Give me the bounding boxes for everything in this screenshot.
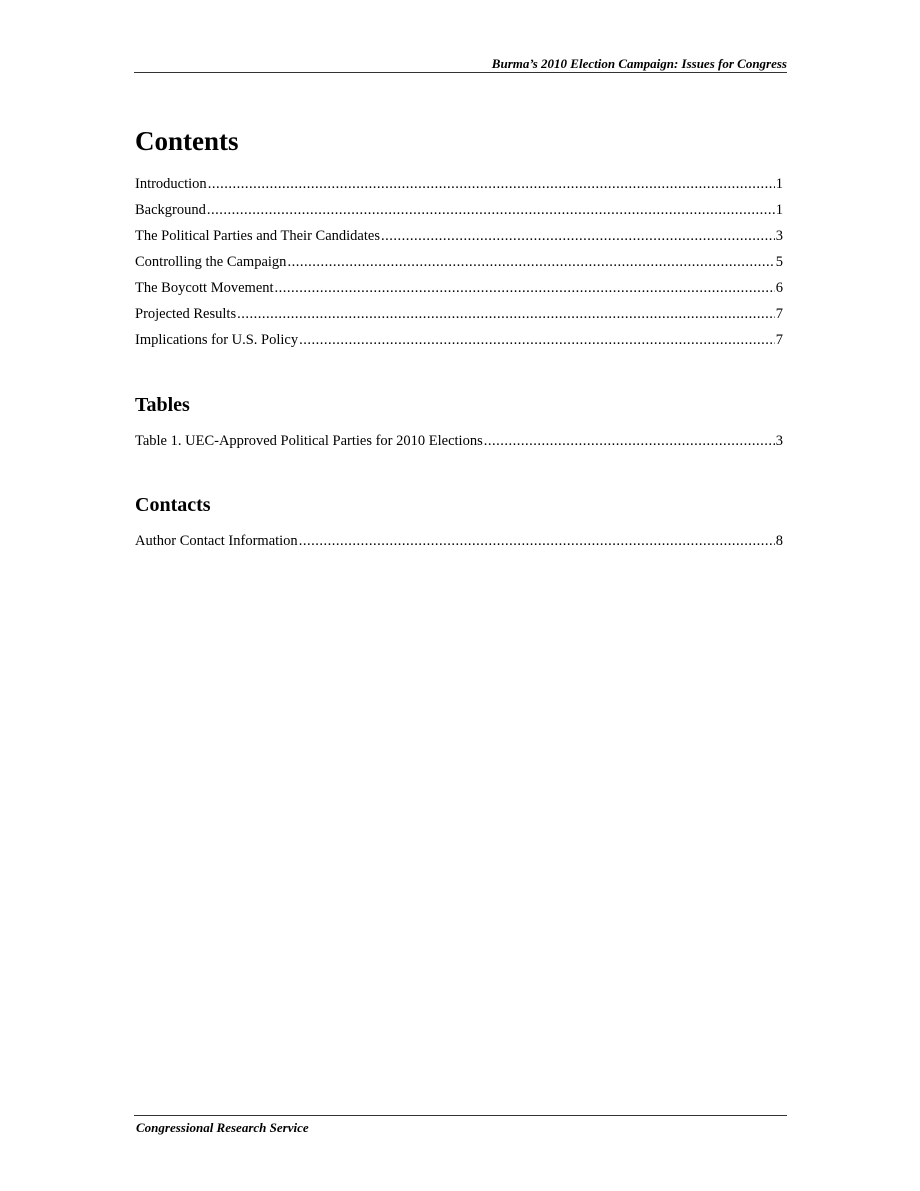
toc-entry-projected-results[interactable] <box>135 305 783 331</box>
toc-leader-dots <box>299 532 775 550</box>
toc-page-number: 5 <box>775 254 783 270</box>
toc-page-number: 3 <box>775 228 783 244</box>
toc-page-number: 7 <box>775 332 783 348</box>
contacts-list <box>135 532 783 558</box>
toc-entry-table-1[interactable] <box>135 432 783 458</box>
toc-entry-label: Table 1. UEC-Approved Political Parties for 2010 Elections <box>135 433 483 449</box>
tables-list <box>135 432 783 458</box>
running-footer: Congressional Research Service <box>136 1120 309 1135</box>
toc-leader-dots <box>287 253 774 271</box>
toc-page-number: 8 <box>775 533 783 549</box>
toc-entry-label: Controlling the Campaign <box>135 254 287 270</box>
toc-entry-author-contact[interactable] <box>135 532 783 558</box>
toc-leader-dots <box>237 305 775 323</box>
toc-leader-dots <box>381 227 775 245</box>
header-rule <box>134 72 787 73</box>
toc-entry-background[interactable] <box>135 201 783 227</box>
toc-entry-political-parties[interactable] <box>135 227 783 253</box>
toc-leader-dots <box>299 331 775 349</box>
contents-list <box>135 175 783 357</box>
tables-heading: Tables <box>135 394 190 416</box>
toc-entry-label: Implications for U.S. Policy <box>135 332 299 348</box>
toc-leader-dots <box>208 175 775 193</box>
toc-leader-dots <box>275 279 775 297</box>
toc-entry-label: Author Contact Information <box>135 533 298 549</box>
toc-entry-boycott-movement[interactable] <box>135 279 783 305</box>
toc-page-number: 7 <box>775 306 783 322</box>
running-header: Burma’s 2010 Election Campaign: Issues for Congress <box>491 56 787 71</box>
toc-entry-implications[interactable] <box>135 331 783 357</box>
contents-heading: Contents <box>135 126 239 156</box>
toc-entry-label: Projected Results <box>135 306 237 322</box>
toc-leader-dots <box>207 201 775 219</box>
toc-page-number: 1 <box>775 176 783 192</box>
contacts-heading: Contacts <box>135 494 211 516</box>
toc-entry-label: The Political Parties and Their Candidates <box>135 228 380 244</box>
toc-page-number: 1 <box>775 202 783 218</box>
toc-entry-label: The Boycott Movement <box>135 280 274 296</box>
toc-entry-controlling-campaign[interactable] <box>135 253 783 279</box>
toc-page-number: 6 <box>775 280 783 296</box>
toc-entry-label: Introduction <box>135 176 207 192</box>
toc-entry-introduction[interactable] <box>135 175 783 201</box>
toc-page-number: 3 <box>775 433 783 449</box>
toc-entry-label: Background <box>135 202 206 218</box>
toc-leader-dots <box>484 432 775 450</box>
footer-rule <box>134 1115 787 1116</box>
